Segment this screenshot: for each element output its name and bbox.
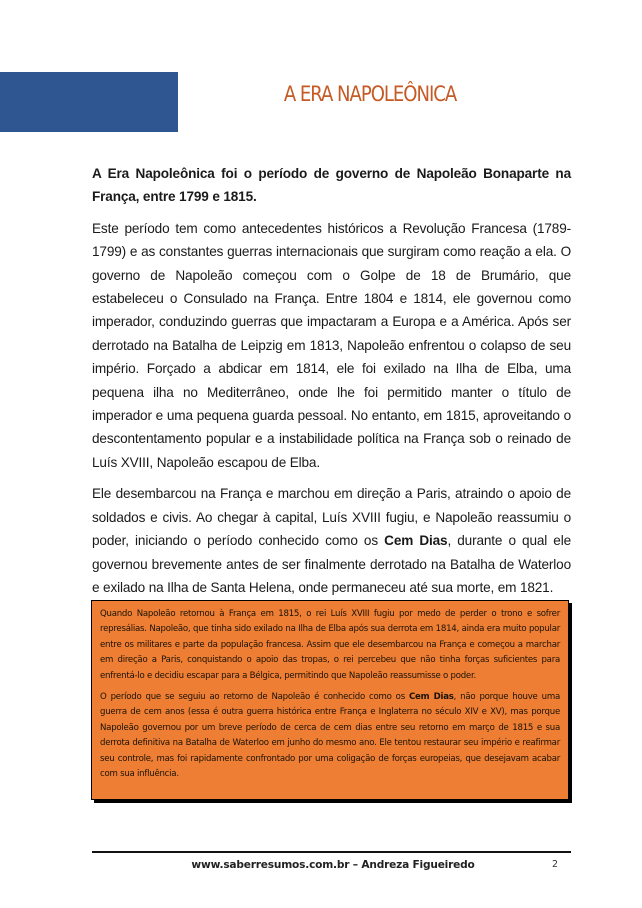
main-content — [92, 162, 571, 607]
page-title: A ERA NAPOLEÔNICA — [283, 82, 457, 106]
callout-paragraph-2-text-end: , não porque houve uma guerra de cem anos (essa é outra guerra histórica entre França e Inglaterra no século XIV e XV), mas porque Napoleão governou por um breve período de cerca de cem dias entre seu retorno em março de 1815 e sua derrota definitiva na Batalha de Waterloo em junho do mesmo ano. Ele tentou restaurar seu império e reafirmar seu controle, mas foi rapidamente confrontado por uma coligação de forças europeias, que desejavam acabar com sua influência. — [100, 692, 560, 780]
header-accent-block — [0, 72, 178, 132]
callout-paragraph-1: Quando Napoleão retornou à França em 1815, o rei Luís XVIII fugiu por medo de perder o trono e sofrer represálias. Napoleão, que tinha sido exilado na Ilha de Elba após sua derrota em 1814, ainda era muito popular entre os militares e parte da população francesa. Assim que ele desembarcou na França e começou a marchar em direção a Paris, conquistando o apoio das tropas, o rei percebeu que não tinha forças suficientes para enfrentá-lo e decidiu escapar para a Bélgica, permitindo que Napoleão reassumisse o poder. — [100, 609, 560, 681]
callout-paragraph-2 — [100, 690, 560, 782]
page-number: 2 — [551, 859, 559, 870]
callout-paragraph-2-text-start: O período que se seguiu ao retorno de Napoleão é conhecido como os — [100, 692, 409, 703]
body-paragraph-2-text-start: Ele desembarcou na França e marchou em direção a Paris, atraindo o apoio de soldados e civis. Ao chegar à capital, Luís XVIII fugiu, e Napoleão reassumiu o poder, iniciando o período conhecido como os — [92, 486, 571, 549]
footer-divider — [92, 851, 571, 853]
footer-credit: www.saberresumos.com.br – Andreza Figueiredo — [191, 859, 475, 871]
callout-box — [91, 600, 569, 800]
body-paragraph-2 — [92, 482, 571, 599]
cem-dias-emphasis: Cem Dias — [384, 533, 448, 549]
callout-cem-dias-emphasis: Cem Dias — [408, 692, 454, 703]
body-paragraph-1: Este período tem como antecedentes históricos a Revolução Francesa (1789-1799) e as constantes guerras internacionais que surgiram como reação a ela. O governo de Napoleão começou com o Golpe de 18 de Brumário, que estabeleceu o Consulado na França. Entre 1804 e 1814, ele governou como imperador, conduzindo guerras que impactaram a Europa e a América. Após ser derrotado na Batalha de Leipzig em 1813, Napoleão enfrentou o colapso de seu império. Forçado a abdicar em 1814, ele foi exilado na Ilha de Elba, uma pequena ilha no Mediterrâneo, onde lhe foi permitido manter o título de imperador e uma pequena guarda pessoal. No entanto, em 1815, aproveitando o descontentamento popular e a instabilidade política na França sob o reinado de Luís XVIII, Napoleão escapou de Elba. — [92, 220, 571, 470]
intro-paragraph: A Era Napoleônica foi o período de governo de Napoleão Bonaparte na França, entre 1799 e 1815. — [92, 166, 571, 205]
body-paragraph-2-text-end: , durante o qual ele governou brevemente antes de ser finalmente derrotado na Batalha de Waterloo e exilado na Ilha de Santa Helena, onde permaneceu até sua morte, em 1821. — [92, 533, 571, 595]
